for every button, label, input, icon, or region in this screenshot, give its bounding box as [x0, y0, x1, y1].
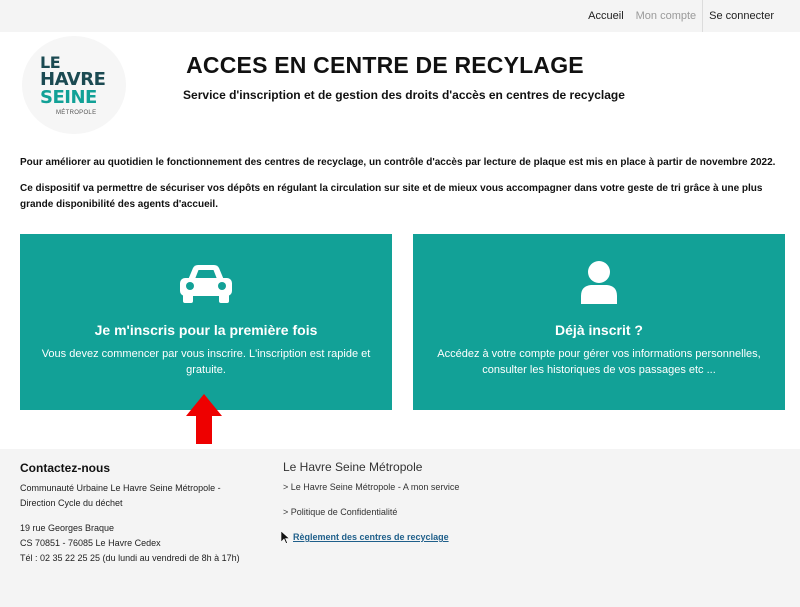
existing-card-description: Accédez à votre compte pour gérer vos informations personnelles, consulter les historiques de vos passages etc ... — [437, 348, 761, 376]
nav-links — [582, 0, 780, 32]
register-card-description: Vous devez commencer par vous inscrire. L'inscription est rapide et gratuite. — [41, 348, 371, 376]
existing-card-title: Déjà inscrit ? — [555, 322, 643, 338]
footer-metropole-title: Le Havre Seine Métropole — [283, 460, 423, 474]
logo-text-le: LE — [40, 53, 61, 72]
footer — [0, 449, 800, 607]
footer-address — [20, 521, 270, 566]
car-icon — [176, 260, 236, 306]
user-icon — [577, 260, 621, 306]
footer-address-line-1: 19 rue Georges Braque — [20, 523, 115, 533]
register-card[interactable] — [20, 234, 392, 410]
intro-paragraph-2: Ce dispositif va permettre de sécuriser vos dépôts en régulant la circulation sur site et de mieux vous accompagner dans votre geste de tri grâce à une plus grande disponibilité des agents d'accueil. — [20, 183, 763, 210]
intro-paragraph-1: Pour améliorer au quotidien le fonctionnement des centres de recyclage, un contrôle d'accès par lecture de plaque est mis en place à partir de novembre 2022. — [20, 157, 776, 168]
nav-mon-compte-link[interactable]: Mon compte — [635, 10, 697, 22]
logo-text-metropole: MÉTROPOLE — [56, 110, 97, 116]
footer-address-line-2: CS 70851 - 76085 Le Havre Cedex — [20, 538, 161, 548]
nav-login-link[interactable]: Se connecter — [709, 10, 774, 22]
footer-link-politique-confidentialite[interactable]: > Politique de Confidentialité — [283, 507, 398, 517]
register-card-title: Je m'inscris pour la première fois — [94, 322, 318, 338]
le-havre-seine-metropole-logo[interactable] — [22, 36, 126, 134]
mouse-cursor-icon — [281, 531, 290, 544]
logo-text-seine: SEINE — [40, 87, 97, 108]
footer-contact-title: Contactez-nous — [20, 461, 110, 475]
nav-accueil-link[interactable]: Accueil — [588, 10, 624, 22]
red-up-arrow-icon — [186, 394, 222, 444]
top-nav — [0, 0, 800, 32]
page-title: ACCES EN CENTRE DE RECYLAGE — [186, 52, 584, 78]
existing-account-card[interactable] — [413, 234, 785, 410]
footer-organization: Communauté Urbaine Le Havre Seine Métropole - Direction Cycle du déchet — [20, 483, 221, 508]
page-subtitle: Service d'inscription et de gestion des droits d'accès en centres de recyclage — [183, 88, 625, 102]
footer-phone: Tél : 02 35 22 25 25 (du lundi au vendredi de 8h à 17h) — [20, 553, 240, 563]
footer-link-reglement-centres[interactable]: Règlement des centres de recyclage — [293, 532, 449, 542]
logo-text-havre: HAVRE — [40, 69, 106, 90]
footer-link-a-mon-service[interactable]: > Le Havre Seine Métropole - A mon service — [283, 482, 460, 492]
